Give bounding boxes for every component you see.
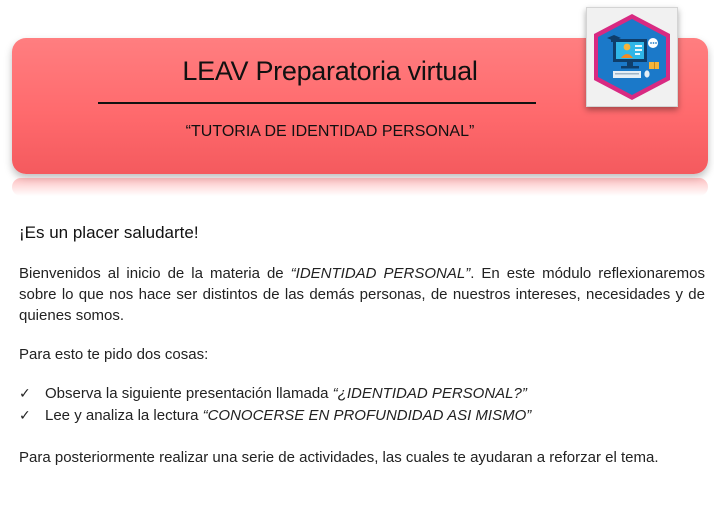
intro-suffix: . En este módulo reflexionaremos sobre lo que nos hace ser distintos de las demás personas, de nuestros intereses, necesidades y de quienes somos.	[19, 265, 705, 324]
intro-paragraph	[19, 263, 705, 326]
page-title: LEAV Preparatoria virtual	[182, 56, 478, 86]
intro-prefix: Bienvenidos al inicio de la materia de	[19, 265, 291, 282]
task-list	[19, 383, 705, 427]
task-title: “¿IDENTIDAD PERSONAL?”	[332, 385, 527, 402]
logo	[586, 7, 678, 107]
task-text: Observa la siguiente presentación llamada	[45, 385, 333, 402]
list-item	[19, 405, 705, 427]
content	[19, 222, 705, 468]
title-underline	[98, 102, 536, 104]
subject-name: “IDENTIDAD PERSONAL”	[290, 265, 471, 282]
task-title: “CONOCERSE EN PROFUNDIDAD ASI MISMO”	[202, 407, 532, 424]
tasks-intro: Para esto te pido dos cosas:	[19, 346, 209, 363]
list-item	[19, 383, 705, 405]
page-subtitle: “TUTORIA DE IDENTIDAD PERSONAL”	[185, 123, 475, 140]
closing-paragraph: Para posteriormente realizar una serie de actividades, las cuales te ayudaran a reforzar el tema.	[19, 449, 659, 466]
banner-reflection	[12, 178, 708, 196]
check-icon: ✓	[19, 408, 31, 424]
check-icon: ✓	[19, 386, 31, 402]
online-learning-icon	[587, 8, 677, 106]
greeting: ¡Es un placer saludarte!	[19, 223, 199, 242]
task-text: Lee y analiza la lectura	[45, 407, 203, 424]
